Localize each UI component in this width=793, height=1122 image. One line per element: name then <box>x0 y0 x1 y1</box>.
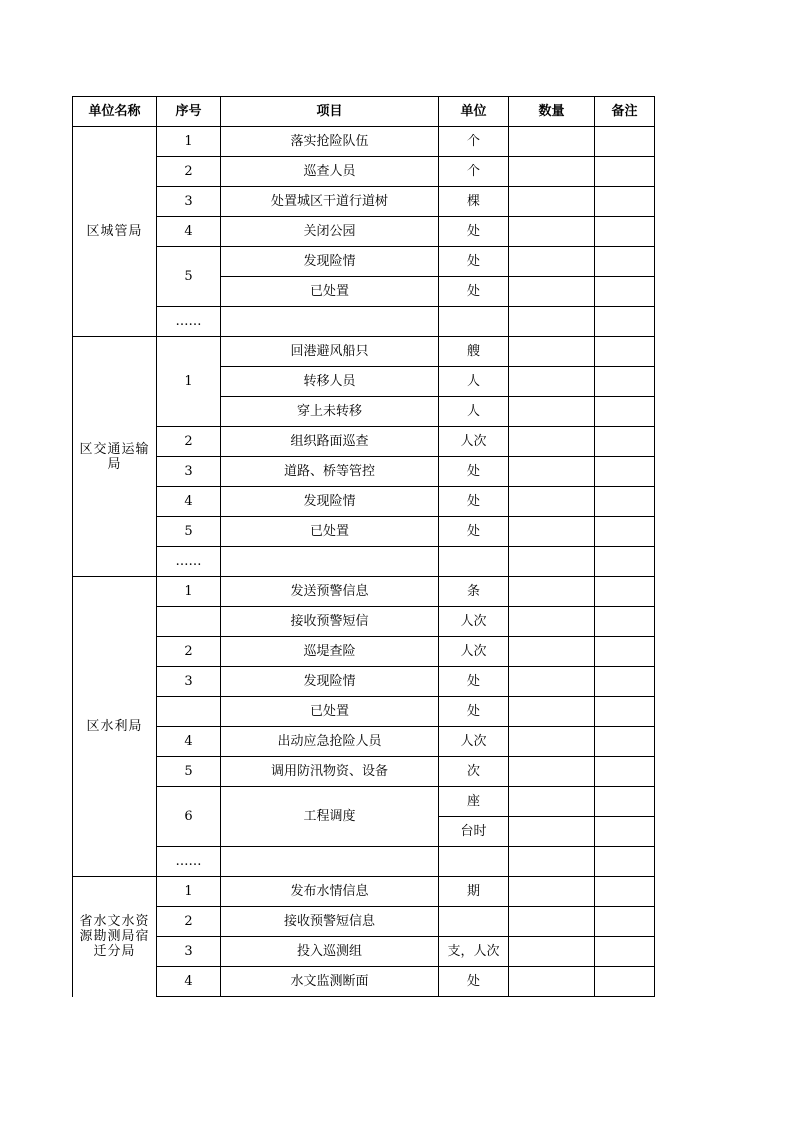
remark-cell[interactable] <box>595 727 655 757</box>
item-cell: 发送预警信息 <box>221 577 439 607</box>
seq-cell: 3 <box>157 187 221 217</box>
remark-cell[interactable] <box>595 547 655 577</box>
seq-cell: 3 <box>157 457 221 487</box>
table-row <box>73 547 655 577</box>
item-cell: 处置城区干道行道树 <box>221 187 439 217</box>
table-row <box>73 787 655 817</box>
quantity-cell[interactable] <box>509 727 595 757</box>
quantity-cell[interactable] <box>509 367 595 397</box>
header-org: 单位名称 <box>73 97 157 127</box>
remark-cell[interactable] <box>595 127 655 157</box>
unit-cell <box>439 547 509 577</box>
remark-cell[interactable] <box>595 457 655 487</box>
quantity-cell[interactable] <box>509 607 595 637</box>
quantity-cell[interactable] <box>509 487 595 517</box>
quantity-cell[interactable] <box>509 967 595 997</box>
remark-cell[interactable] <box>595 307 655 337</box>
unit-cell: 期 <box>439 877 509 907</box>
seq-cell: 2 <box>157 907 221 937</box>
header-item: 项目 <box>221 97 439 127</box>
quantity-cell[interactable] <box>509 337 595 367</box>
quantity-cell[interactable] <box>509 787 595 817</box>
item-cell: 组织路面巡查 <box>221 427 439 457</box>
seq-cell: 3 <box>157 667 221 697</box>
remark-cell[interactable] <box>595 577 655 607</box>
table-row <box>73 187 655 217</box>
seq-cell: 5 <box>157 517 221 547</box>
seq-cell: 4 <box>157 727 221 757</box>
item-cell: 调用防汛物资、设备 <box>221 757 439 787</box>
unit-cell <box>439 307 509 337</box>
unit-cell: 处 <box>439 517 509 547</box>
table-row <box>73 337 655 367</box>
item-cell <box>221 307 439 337</box>
quantity-cell[interactable] <box>509 397 595 427</box>
table-row <box>73 247 655 277</box>
seq-cell: 2 <box>157 427 221 457</box>
seq-cell: 5 <box>157 757 221 787</box>
remark-cell[interactable] <box>595 157 655 187</box>
unit-cell: 台时 <box>439 817 509 847</box>
remark-cell[interactable] <box>595 907 655 937</box>
unit-cell: 人次 <box>439 607 509 637</box>
remark-cell[interactable] <box>595 607 655 637</box>
item-cell: 回港避风船只 <box>221 337 439 367</box>
header-quantity: 数量 <box>509 97 595 127</box>
unit-cell: 人次 <box>439 427 509 457</box>
remark-cell[interactable] <box>595 817 655 847</box>
quantity-cell[interactable] <box>509 427 595 457</box>
remark-cell[interactable] <box>595 787 655 817</box>
seq-cell: 4 <box>157 487 221 517</box>
org-cell: 省水文水资源勘测局宿迁分局 <box>73 877 157 997</box>
table-row <box>73 697 655 727</box>
seq-cell: 1 <box>157 127 221 157</box>
seq-cell: 6 <box>157 787 221 847</box>
seq-cell: 2 <box>157 157 221 187</box>
seq-cell <box>157 607 221 637</box>
unit-cell: 处 <box>439 247 509 277</box>
item-cell: 关闭公园 <box>221 217 439 247</box>
quantity-cell[interactable] <box>509 457 595 487</box>
unit-cell: 支，人次 <box>439 937 509 967</box>
table-row <box>73 307 655 337</box>
unit-cell: 条 <box>439 577 509 607</box>
remark-cell[interactable] <box>595 187 655 217</box>
item-cell: 发现险情 <box>221 247 439 277</box>
item-cell: 道路、桥等管控 <box>221 457 439 487</box>
table-row <box>73 637 655 667</box>
unit-cell: 处 <box>439 277 509 307</box>
quantity-cell[interactable] <box>509 637 595 667</box>
remark-cell[interactable] <box>595 427 655 457</box>
item-cell: 落实抢险队伍 <box>221 127 439 157</box>
quantity-cell[interactable] <box>509 277 595 307</box>
unit-cell: 处 <box>439 457 509 487</box>
quantity-cell[interactable] <box>509 937 595 967</box>
org-cell: 区城管局 <box>73 127 157 337</box>
item-cell <box>221 547 439 577</box>
quantity-cell[interactable] <box>509 247 595 277</box>
quantity-cell[interactable] <box>509 697 595 727</box>
unit-cell: 处 <box>439 487 509 517</box>
unit-cell: 人 <box>439 367 509 397</box>
remark-cell[interactable] <box>595 397 655 427</box>
quantity-cell[interactable] <box>509 547 595 577</box>
quantity-cell[interactable] <box>509 307 595 337</box>
seq-cell: 4 <box>157 217 221 247</box>
unit-cell: 人 <box>439 397 509 427</box>
table-row <box>73 757 655 787</box>
seq-cell: 5 <box>157 247 221 307</box>
remark-cell[interactable] <box>595 487 655 517</box>
table-row <box>73 877 655 907</box>
item-cell: 接收预警短信 <box>221 607 439 637</box>
unit-cell: 处 <box>439 697 509 727</box>
remark-cell[interactable] <box>595 277 655 307</box>
seq-cell: 4 <box>157 967 221 997</box>
unit-cell: 个 <box>439 127 509 157</box>
quantity-cell[interactable] <box>509 157 595 187</box>
remark-cell[interactable] <box>595 517 655 547</box>
table-row <box>73 667 655 697</box>
unit-cell: 艘 <box>439 337 509 367</box>
table-row <box>73 517 655 547</box>
quantity-cell[interactable] <box>509 907 595 937</box>
item-cell: 接收预警短信息 <box>221 907 439 937</box>
item-cell: 巡查人员 <box>221 157 439 187</box>
quantity-cell[interactable] <box>509 817 595 847</box>
quantity-cell[interactable] <box>509 217 595 247</box>
seq-cell: 3 <box>157 937 221 967</box>
quantity-cell[interactable] <box>509 577 595 607</box>
unit-cell: 人次 <box>439 727 509 757</box>
header-row <box>73 97 655 127</box>
unit-cell: 处 <box>439 217 509 247</box>
table-row <box>73 127 655 157</box>
quantity-cell[interactable] <box>509 517 595 547</box>
item-cell: 工程调度 <box>221 787 439 847</box>
table-row <box>73 607 655 637</box>
seq-cell: …… <box>157 547 221 577</box>
remark-cell[interactable] <box>595 247 655 277</box>
header-remark: 备注 <box>595 97 655 127</box>
quantity-cell[interactable] <box>509 187 595 217</box>
item-cell <box>221 847 439 877</box>
seq-cell: 1 <box>157 877 221 907</box>
remark-cell[interactable] <box>595 637 655 667</box>
unit-cell: 棵 <box>439 187 509 217</box>
org-cell: 区交通运输局 <box>73 337 157 577</box>
table-row <box>73 937 655 967</box>
item-cell: 巡堤查险 <box>221 637 439 667</box>
item-cell: 已处置 <box>221 517 439 547</box>
table-row <box>73 847 655 877</box>
quantity-cell[interactable] <box>509 757 595 787</box>
table-row <box>73 457 655 487</box>
seq-cell: 2 <box>157 637 221 667</box>
unit-cell: 处 <box>439 967 509 997</box>
seq-cell: …… <box>157 847 221 877</box>
seq-cell <box>157 697 221 727</box>
item-cell: 投入巡测组 <box>221 937 439 967</box>
unit-cell: 座 <box>439 787 509 817</box>
table-row <box>73 487 655 517</box>
item-cell: 已处置 <box>221 697 439 727</box>
item-cell: 转移人员 <box>221 367 439 397</box>
remark-cell[interactable] <box>595 667 655 697</box>
item-cell: 水文监测断面 <box>221 967 439 997</box>
unit-cell: 人次 <box>439 637 509 667</box>
remark-cell[interactable] <box>595 967 655 997</box>
table-row <box>73 217 655 247</box>
unit-cell: 个 <box>439 157 509 187</box>
remark-cell[interactable] <box>595 697 655 727</box>
table-row <box>73 907 655 937</box>
quantity-cell[interactable] <box>509 847 595 877</box>
remark-cell[interactable] <box>595 337 655 367</box>
remark-cell[interactable] <box>595 877 655 907</box>
table-row <box>73 577 655 607</box>
item-cell: 已处置 <box>221 277 439 307</box>
seq-cell: 1 <box>157 337 221 427</box>
item-cell: 发布水情信息 <box>221 877 439 907</box>
remark-cell[interactable] <box>595 217 655 247</box>
unit-cell <box>439 847 509 877</box>
table-row <box>73 727 655 757</box>
quantity-cell[interactable] <box>509 127 595 157</box>
header-unit: 单位 <box>439 97 509 127</box>
report-table <box>72 96 655 997</box>
quantity-cell[interactable] <box>509 877 595 907</box>
remark-cell[interactable] <box>595 757 655 787</box>
item-cell: 穿上未转移 <box>221 397 439 427</box>
seq-cell: …… <box>157 307 221 337</box>
remark-cell[interactable] <box>595 937 655 967</box>
seq-cell: 1 <box>157 577 221 607</box>
table-row <box>73 967 655 997</box>
table-row <box>73 427 655 457</box>
header-seq: 序号 <box>157 97 221 127</box>
remark-cell[interactable] <box>595 367 655 397</box>
item-cell: 出动应急抢险人员 <box>221 727 439 757</box>
table-row <box>73 157 655 187</box>
remark-cell[interactable] <box>595 847 655 877</box>
item-cell: 发现险情 <box>221 667 439 697</box>
unit-cell: 次 <box>439 757 509 787</box>
unit-cell <box>439 907 509 937</box>
quantity-cell[interactable] <box>509 667 595 697</box>
item-cell: 发现险情 <box>221 487 439 517</box>
unit-cell: 处 <box>439 667 509 697</box>
org-cell: 区水利局 <box>73 577 157 877</box>
